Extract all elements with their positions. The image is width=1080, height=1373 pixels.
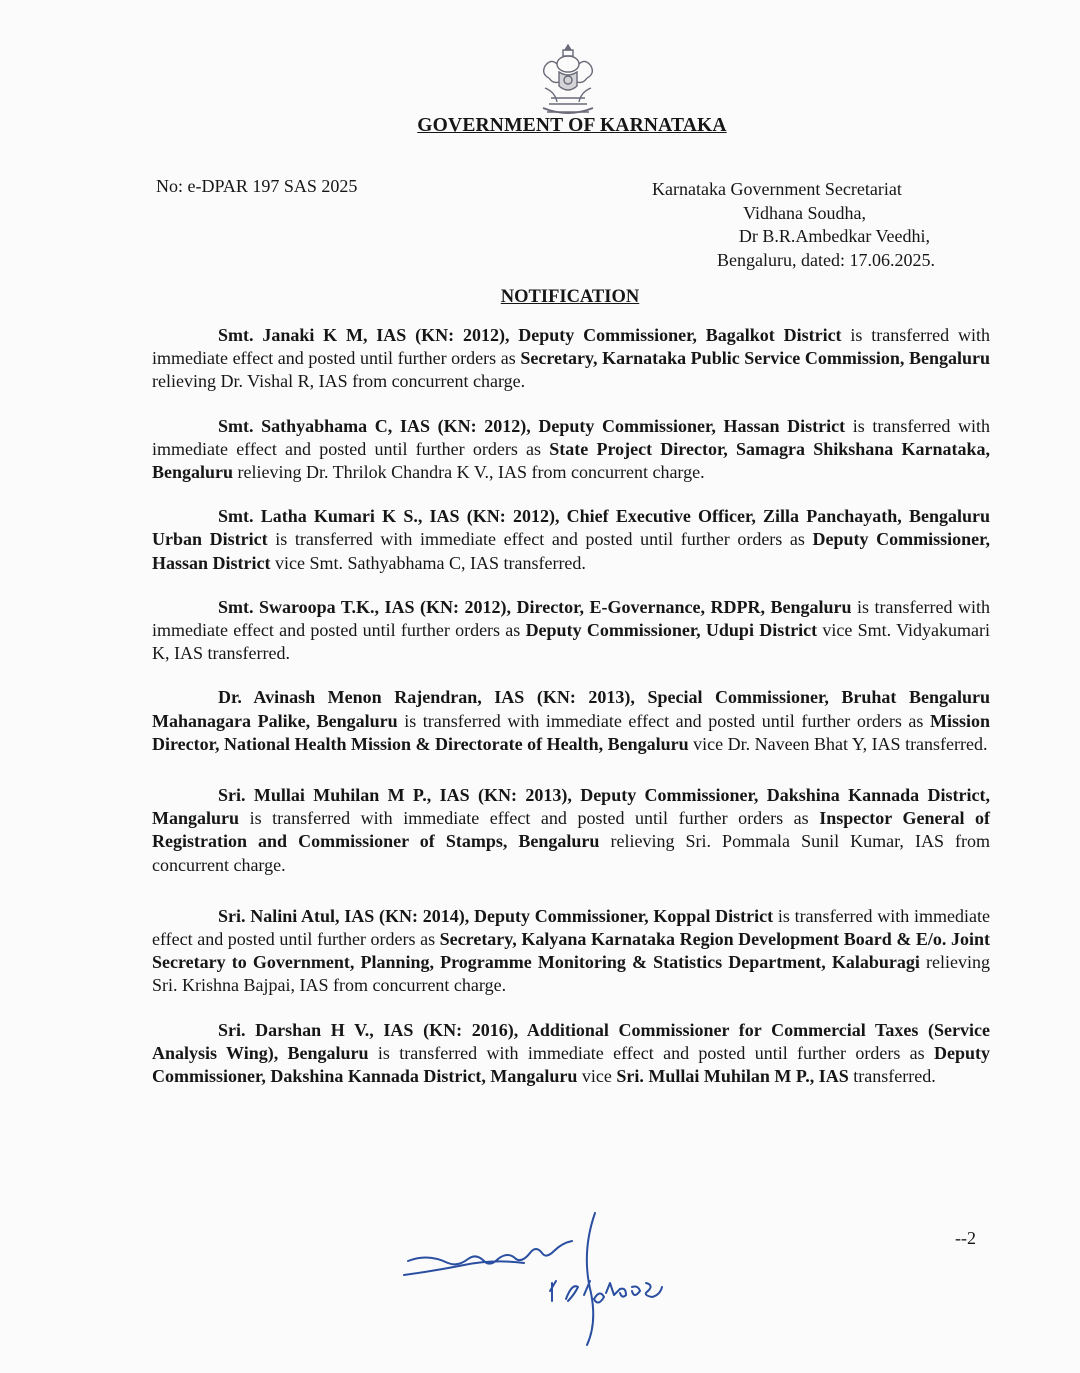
karnataka-state-emblem-icon — [535, 42, 601, 118]
bold-text-run: Secretary, Karnataka Public Service Commission, Bengaluru — [520, 348, 990, 369]
bold-text-run: Smt. Latha Kumari K S., IAS (KN: 2012), Chief Executive Officer, Zilla Panchayath, Bengaluru Urban District — [152, 506, 990, 550]
text-run: transferred. — [848, 1066, 936, 1087]
bold-text-run: Deputy Commissioner, Dakshina Kannada District, Mangaluru — [152, 1042, 991, 1087]
bold-text-run: Smt. Janaki K M, IAS (KN: 2012), Deputy Commissioner, Bagalkot District — [218, 325, 842, 345]
address-line: Karnataka Government Secretariat — [652, 179, 902, 199]
page-continuation: --2 — [955, 1228, 976, 1248]
bold-text-run: Mission Director, National Health Mission & Directorate of Health, Bengaluru — [152, 710, 991, 754]
address-line: Vidhana Soudha, — [743, 202, 866, 223]
text-run: relieving Dr. Vishal R, IAS from concurrent charge. — [152, 371, 526, 392]
bold-text-run: Smt. Sathyabhama C, IAS (KN: 2012), Deputy Commissioner, Hassan District — [218, 415, 846, 436]
text-run: vice Smt. Sathyabhama C, IAS transferred. — [270, 552, 586, 573]
bold-text-run: Smt. Swaroopa T.K., IAS (KN: 2012), Director, E-Governance, RDPR, Bengaluru — [218, 596, 852, 617]
transfer-order-paragraph — [152, 1019, 990, 1089]
bold-text-run: Inspector General of Registration and Commissioner of Stamps, Bengaluru — [152, 808, 990, 852]
text-run: is transferred with immediate effect and posted until further orders as — [239, 808, 820, 829]
text-run: is transferred with immediate effect and posted until further orders as — [267, 529, 813, 550]
reference-number: No: e-DPAR 197 SAS 2025 — [156, 176, 358, 196]
notification-heading: NOTIFICATION — [500, 287, 640, 307]
text-run: is transferred with immediate effect and posted until further orders as — [152, 905, 990, 950]
text-run: relieving Dr. Thrilok Chandra K V., IAS from concurrent charge. — [233, 462, 705, 483]
text-run: vice Smt. Vidyakumari K, IAS transferred. — [152, 620, 990, 664]
office-address — [620, 178, 950, 272]
text-run: is transferred with immediate effect and posted until further orders as — [152, 325, 990, 369]
bold-text-run: Deputy Commissioner, Udupi District — [525, 620, 818, 641]
transfer-order-paragraph — [152, 324, 990, 394]
text-run: relieving Sri. Pommala Sunil Kumar, IAS from concurrent charge. — [152, 831, 990, 875]
transfer-order-paragraph — [152, 415, 990, 485]
bold-text-run: Sri. Mullai Muhilan M P., IAS (KN: 2013), Deputy Commissioner, Dakshina Kannada District, Mangaluru — [152, 785, 990, 829]
text-run: relieving Sri. Krishna Bajpai, IAS from concurrent charge. — [152, 952, 990, 996]
bold-text-run: State Project Director, Samagra Shikshana Karnataka, Bengaluru — [152, 438, 990, 483]
bold-text-run: Sri. Nalini Atul, IAS (KN: 2014), Deputy Commissioner, Koppal District — [218, 905, 774, 926]
transfer-orders — [152, 324, 990, 1109]
bold-text-run: Deputy Commissioner, Hassan District — [152, 529, 991, 573]
government-title: GOVERNMENT OF KARNATAKA — [417, 115, 727, 136]
handwritten-signature — [400, 1203, 700, 1353]
text-run: vice — [577, 1066, 617, 1087]
text-run: vice Dr. Naveen Bhat Y, IAS transferred. — [688, 733, 988, 754]
text-run: is transferred with immediate effect and posted until further orders as — [152, 415, 990, 459]
bold-text-run: Dr. Avinash Menon Rajendran, IAS (KN: 2013), Special Commissioner, Bruhat Bengaluru Mahanagara Palike, Bengaluru — [152, 687, 990, 731]
transfer-order-paragraph — [152, 905, 990, 998]
transfer-order-paragraph — [152, 505, 990, 575]
transfer-order-paragraph — [152, 596, 990, 666]
text-run: is transferred with immediate effect and posted until further orders as — [152, 596, 990, 641]
address-line: Bengaluru, dated: 17.06.2025. — [717, 249, 935, 270]
address-line: Dr B.R.Ambedkar Veedhi, — [738, 226, 930, 246]
bold-text-run: Sri. Mullai Muhilan M P., IAS — [616, 1066, 849, 1087]
bold-text-run: Secretary, Kalyana Karnataka Region Development Board & E/o. Joint Secretary to Government, Planning, Programme Monitoring & Statistics Department, Kalaburagi — [152, 929, 990, 973]
transfer-order-paragraph — [152, 686, 990, 756]
transfer-order-paragraph — [152, 784, 990, 877]
text-run: is transferred with immediate effect and posted until further orders as — [368, 1042, 934, 1063]
text-run: is transferred with immediate effect and posted until further orders as — [397, 710, 930, 731]
bold-text-run: Sri. Darshan H V., IAS (KN: 2016), Additional Commissioner for Commercial Taxes (Service Analysis Wing), Bengaluru — [152, 1019, 990, 1063]
